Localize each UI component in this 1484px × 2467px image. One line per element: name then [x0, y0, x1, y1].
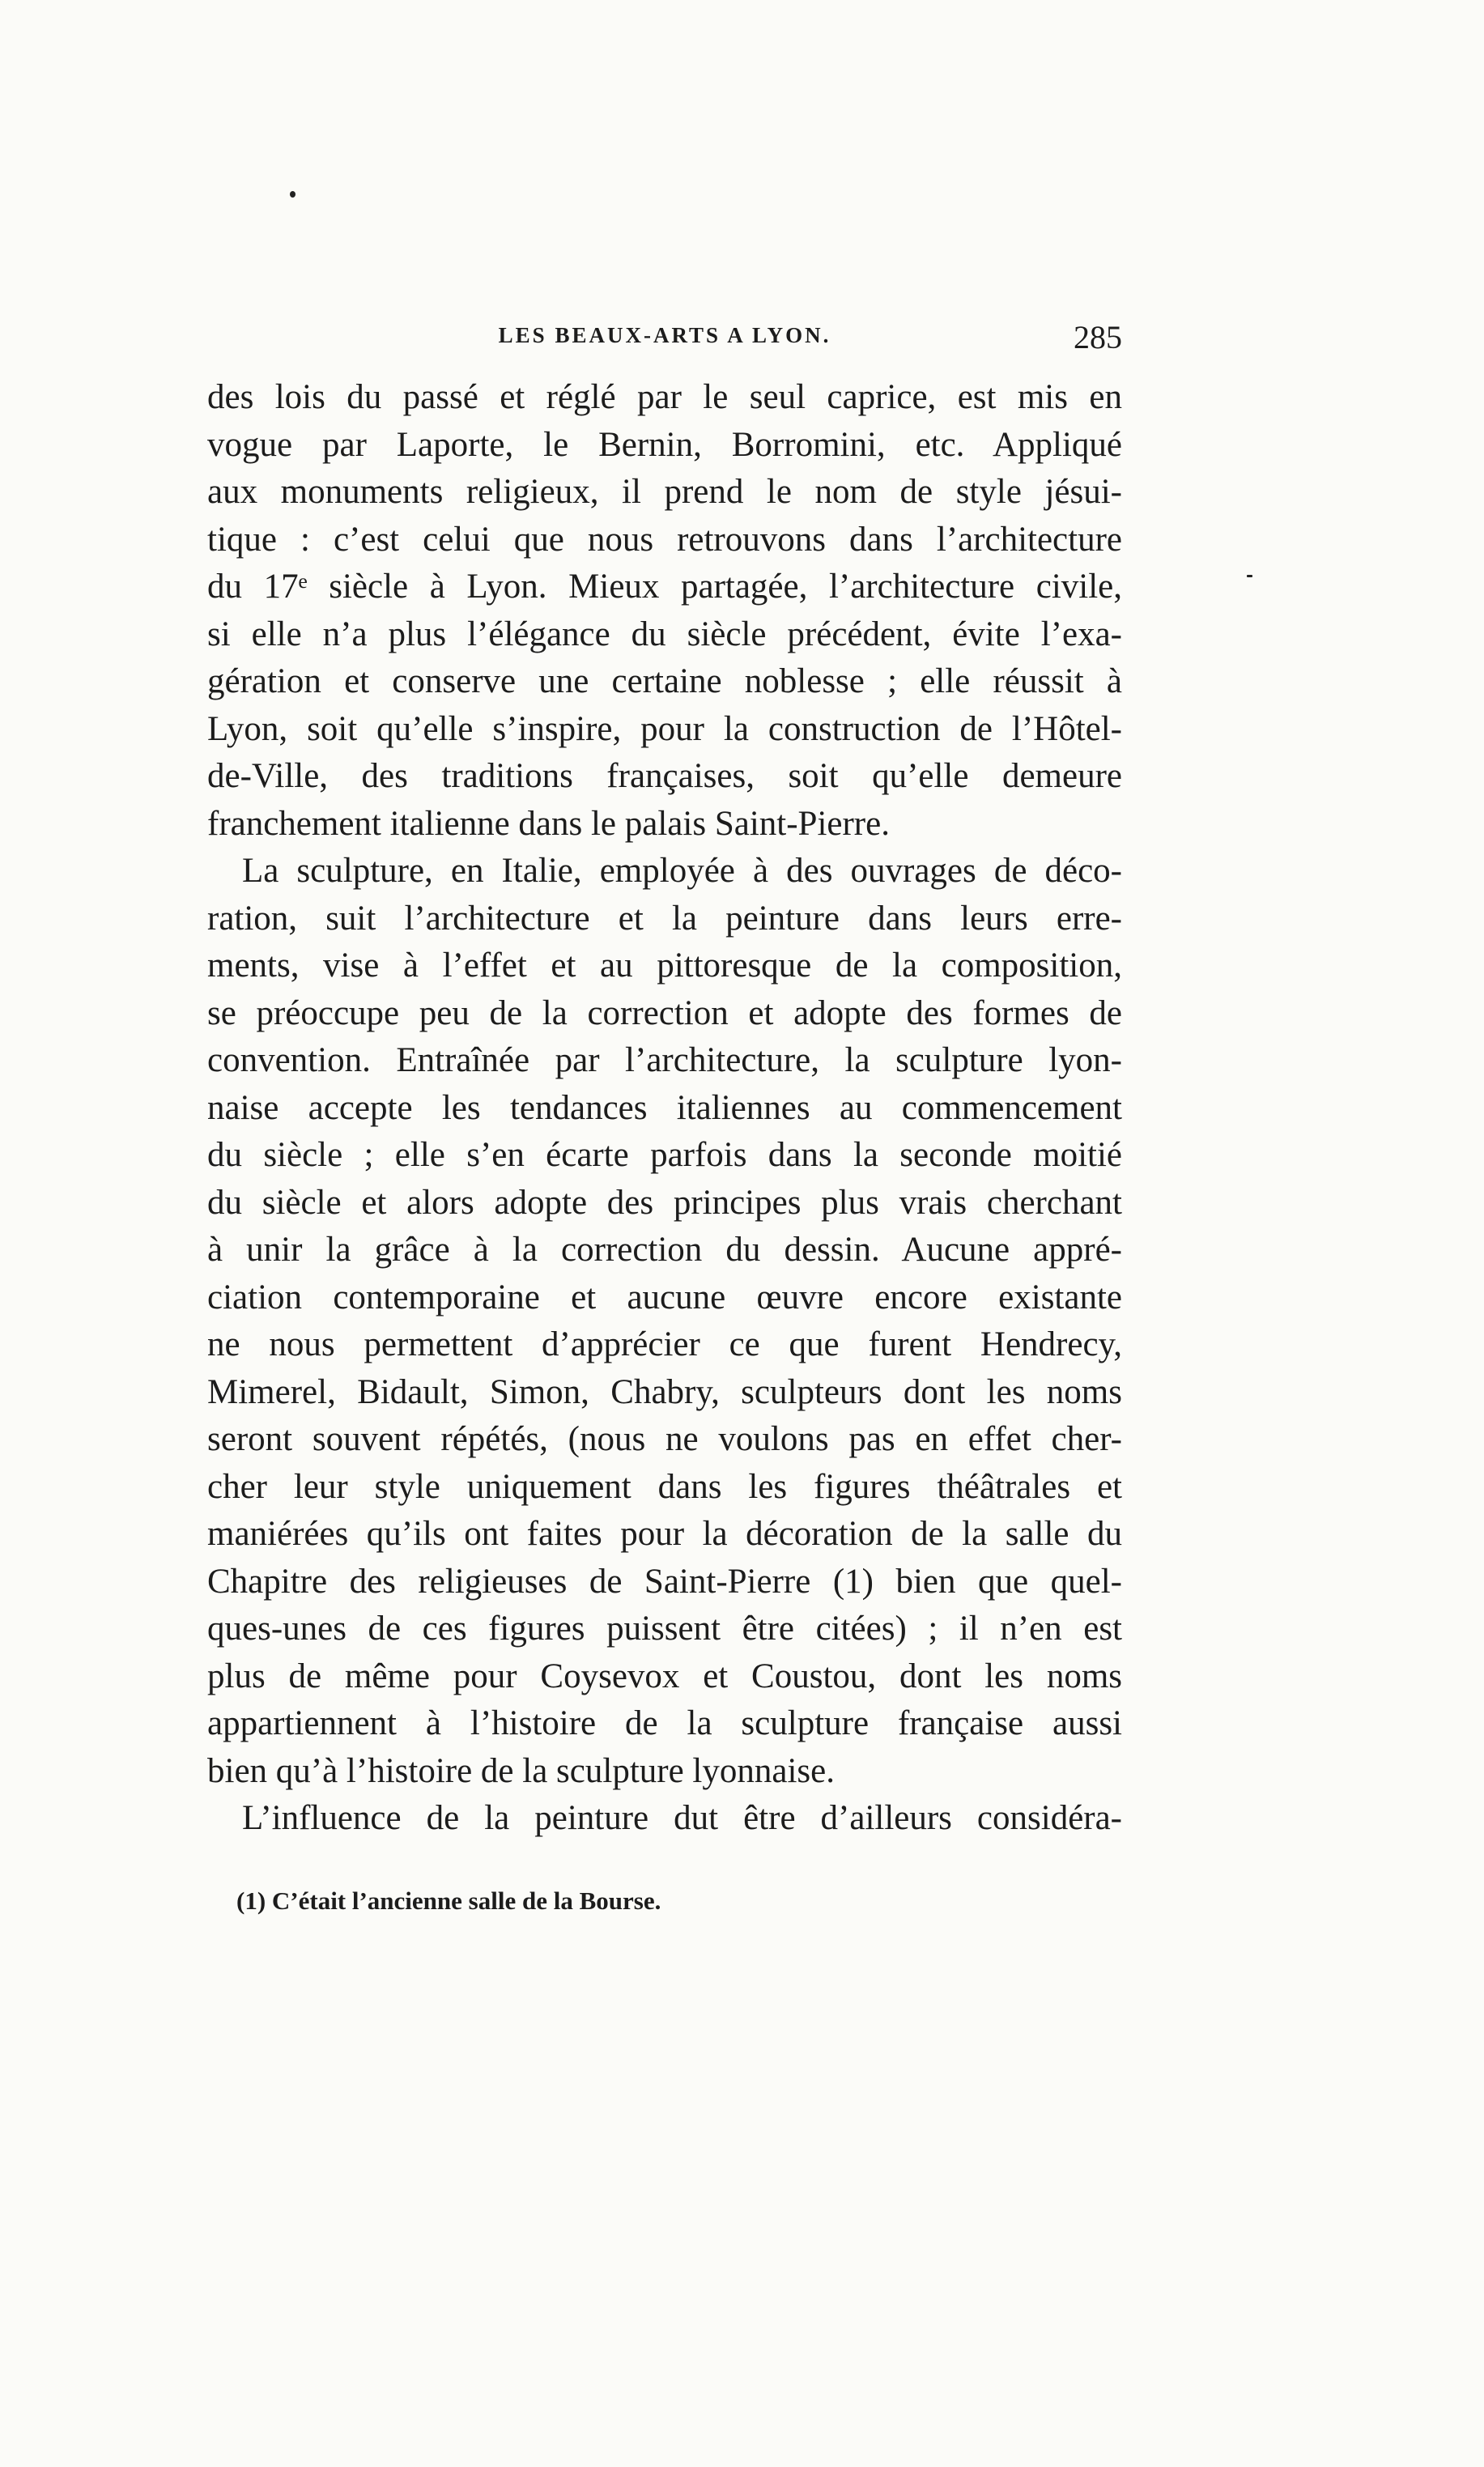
- text-line: si elle n’a plus l’élégance du siècle précédent, évite l’exa-: [207, 615, 1122, 653]
- text-line: cher leur style uniquement dans les figures théâtrales et: [207, 1467, 1122, 1506]
- text-line: du siècle ; elle s’en écarte parfois dans la seconde moitié: [207, 1136, 1122, 1174]
- footnote: (1) C’était l’ancienne salle de la Bourse.: [236, 1886, 661, 1915]
- text-line: aux monuments religieux, il prend le nom de style jésui-: [207, 473, 1122, 511]
- text-line: des lois du passé et réglé par le seul caprice, est mis en: [207, 378, 1122, 416]
- text-line: à unir la grâce à la correction du dessin. Aucune appré-: [207, 1231, 1122, 1269]
- text-line: ration, suit l’architecture et la peinture dans leurs erre-: [207, 899, 1122, 938]
- print-speck: [1247, 575, 1252, 577]
- text-line: ques-unes de ces figures puissent être citées) ; il n’en est: [207, 1610, 1122, 1648]
- text-line: du siècle et alors adopte des principes plus vrais cherchant: [207, 1183, 1122, 1222]
- text-line: franchement italienne dans le palais Saint-Pierre.: [207, 804, 890, 843]
- body-text: [207, 374, 1122, 1843]
- text-line: naise accepte les tendances italiennes au commencement: [207, 1088, 1122, 1127]
- text-line: L’influence de la peinture dut être d’ailleurs considéra-: [242, 1799, 1122, 1837]
- running-title: LES BEAUX-ARTS A LYON.: [498, 323, 831, 347]
- text-line: se préoccupe peu de la correction et adopte des formes de: [207, 993, 1122, 1032]
- text-line: gération et conserve une certaine noblesse ; elle réussit à: [207, 662, 1122, 700]
- text-line: ne nous permettent d’apprécier ce que furent Hendrecy,: [207, 1325, 1122, 1363]
- text-line: du 17ᵉ siècle à Lyon. Mieux partagée, l’architecture civile,: [207, 568, 1122, 606]
- text-line: vogue par Laporte, le Bernin, Borromini, etc. Appliqué: [207, 425, 1122, 464]
- text-line: ments, vise à l’effet et au pittoresque de la composition,: [207, 946, 1122, 985]
- text-line: bien qu’à l’histoire de la sculpture lyonnaise.: [207, 1751, 835, 1790]
- text-line: tique : c’est celui que nous retrouvons dans l’architecture: [207, 520, 1122, 559]
- text-line: Chapitre des religieuses de Saint-Pierre (1) bien que quel-: [207, 1562, 1122, 1601]
- text-line: seront souvent répétés, (nous ne voulons pas en effet cher-: [207, 1420, 1122, 1458]
- page-number: 285: [1074, 319, 1122, 355]
- text-line: Mimerel, Bidault, Simon, Chabry, sculpteurs dont les noms: [207, 1372, 1122, 1411]
- text-line: La sculpture, en Italie, employée à des ouvrages de déco-: [242, 852, 1122, 890]
- running-head: [207, 318, 1122, 367]
- text-line: ciation contemporaine et aucune œuvre encore existante: [207, 1278, 1122, 1316]
- text-line: appartiennent à l’histoire de la sculpture française aussi: [207, 1704, 1122, 1742]
- text-line: Lyon, soit qu’elle s’inspire, pour la construction de l’Hôtel-: [207, 709, 1122, 748]
- text-line: de-Ville, des traditions françaises, soit qu’elle demeure: [207, 757, 1122, 795]
- text-line: convention. Entraînée par l’architecture, la sculpture lyon-: [207, 1041, 1122, 1079]
- print-speck: [290, 191, 296, 198]
- text-line: plus de même pour Coysevox et Coustou, dont les noms: [207, 1657, 1122, 1695]
- text-line: maniérées qu’ils ont faites pour la décoration de la salle du: [207, 1515, 1122, 1553]
